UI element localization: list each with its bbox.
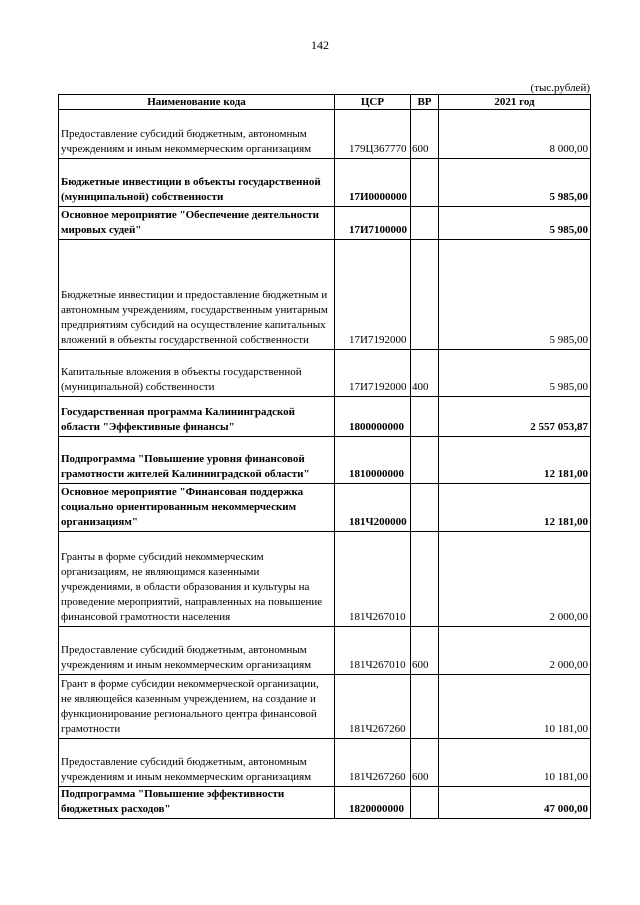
row-amount-cell: 5 985,00	[439, 350, 591, 397]
row-amount-cell: 5 985,00	[439, 207, 591, 240]
row-name-cell: Бюджетные инвестиции и предоставление бюджетным и автономным учреждениям, государственным унитарным предприятиям субсидий на осуществление капитальных вложений в объекты государственной собственности	[59, 240, 335, 350]
row-csr-cell: 181Ч267260	[335, 675, 411, 739]
units-label: (тыс.рублей)	[530, 82, 590, 94]
row-csr-cell: 17И7100000	[335, 207, 411, 240]
table-row	[59, 437, 591, 484]
row-csr-cell: 1810000000	[335, 437, 411, 484]
row-name-cell: Бюджетные инвестиции в объекты государственной (муниципальной) собственности	[59, 159, 335, 207]
table-row	[59, 159, 591, 207]
row-vr-cell	[411, 532, 439, 627]
row-vr-cell: 600	[411, 627, 439, 675]
row-name-cell: Предоставление субсидий бюджетным, автономным учреждениям и иным некоммерческим организациям	[59, 627, 335, 675]
row-csr-cell: 17И0000000	[335, 159, 411, 207]
row-csr-cell: 181Ч200000	[335, 484, 411, 532]
row-csr-cell: 181Ч267010	[335, 627, 411, 675]
row-amount-cell: 2 000,00	[439, 627, 591, 675]
row-name-cell: Подпрограмма "Повышение эффективности бюджетных расходов"	[59, 787, 335, 819]
row-amount-cell: 47 000,00	[439, 787, 591, 819]
row-csr-cell: 17И7192000	[335, 240, 411, 350]
row-name-cell: Предоставление субсидий бюджетным, автономным учреждениям и иным некоммерческим организациям	[59, 110, 335, 159]
row-name-cell: Государственная программа Калининградской области "Эффективные финансы"	[59, 397, 335, 437]
row-amount-cell: 8 000,00	[439, 110, 591, 159]
row-csr-cell: 179Ц367770	[335, 110, 411, 159]
row-name-cell: Предоставление субсидий бюджетным, автономным учреждениям и иным некоммерческим организациям	[59, 739, 335, 787]
row-name-cell: Подпрограмма "Повышение уровня финансовой грамотности жителей Калининградской области"	[59, 437, 335, 484]
table-row	[59, 397, 591, 437]
header-year: 2021 год	[439, 95, 591, 110]
table-body	[59, 110, 591, 819]
row-amount-cell: 5 985,00	[439, 240, 591, 350]
row-vr-cell	[411, 787, 439, 819]
page-number: 142	[311, 38, 329, 52]
row-vr-cell	[411, 484, 439, 532]
row-csr-cell: 1820000000	[335, 787, 411, 819]
row-csr-cell: 17И7192000	[335, 350, 411, 397]
row-vr-cell	[411, 675, 439, 739]
row-vr-cell	[411, 397, 439, 437]
row-vr-cell	[411, 437, 439, 484]
row-amount-cell: 10 181,00	[439, 675, 591, 739]
table-row	[59, 739, 591, 787]
row-name-cell: Грант в форме субсидии некоммерческой организации, не являющейся казенным учреждением, на создание и функционирование регионального центра финансовой грамотности	[59, 675, 335, 739]
header-vr: ВР	[411, 95, 439, 110]
table-row	[59, 532, 591, 627]
table-row	[59, 110, 591, 159]
row-amount-cell: 5 985,00	[439, 159, 591, 207]
row-csr-cell: 1800000000	[335, 397, 411, 437]
table-row	[59, 207, 591, 240]
row-vr-cell	[411, 207, 439, 240]
row-name-cell: Гранты в форме субсидий некоммерческим организациям, не являющимся казенными учреждениями, в области образования и культуры на проведение мероприятий, направленных на повышение финансовой грамотности населения	[59, 532, 335, 627]
row-vr-cell: 600	[411, 739, 439, 787]
row-amount-cell: 12 181,00	[439, 437, 591, 484]
table-row	[59, 787, 591, 819]
budget-table	[58, 94, 591, 819]
header-csr: ЦСР	[335, 95, 411, 110]
row-amount-cell: 12 181,00	[439, 484, 591, 532]
table-row	[59, 240, 591, 350]
row-amount-cell: 10 181,00	[439, 739, 591, 787]
table-header-row	[59, 95, 591, 110]
row-vr-cell: 600	[411, 110, 439, 159]
row-amount-cell: 2 000,00	[439, 532, 591, 627]
row-name-cell: Основное мероприятие "Финансовая поддержка социально ориентированным некоммерческим организациям"	[59, 484, 335, 532]
row-amount-cell: 2 557 053,87	[439, 397, 591, 437]
table-row	[59, 350, 591, 397]
row-csr-cell: 181Ч267260	[335, 739, 411, 787]
row-vr-cell: 400	[411, 350, 439, 397]
row-name-cell: Капитальные вложения в объекты государственной (муниципальной) собственности	[59, 350, 335, 397]
table-row	[59, 484, 591, 532]
table-row	[59, 675, 591, 739]
table-row	[59, 627, 591, 675]
row-name-cell: Основное мероприятие "Обеспечение деятельности мировых судей"	[59, 207, 335, 240]
row-csr-cell: 181Ч267010	[335, 532, 411, 627]
row-vr-cell	[411, 240, 439, 350]
row-vr-cell	[411, 159, 439, 207]
header-name: Наименование кода	[59, 95, 335, 110]
